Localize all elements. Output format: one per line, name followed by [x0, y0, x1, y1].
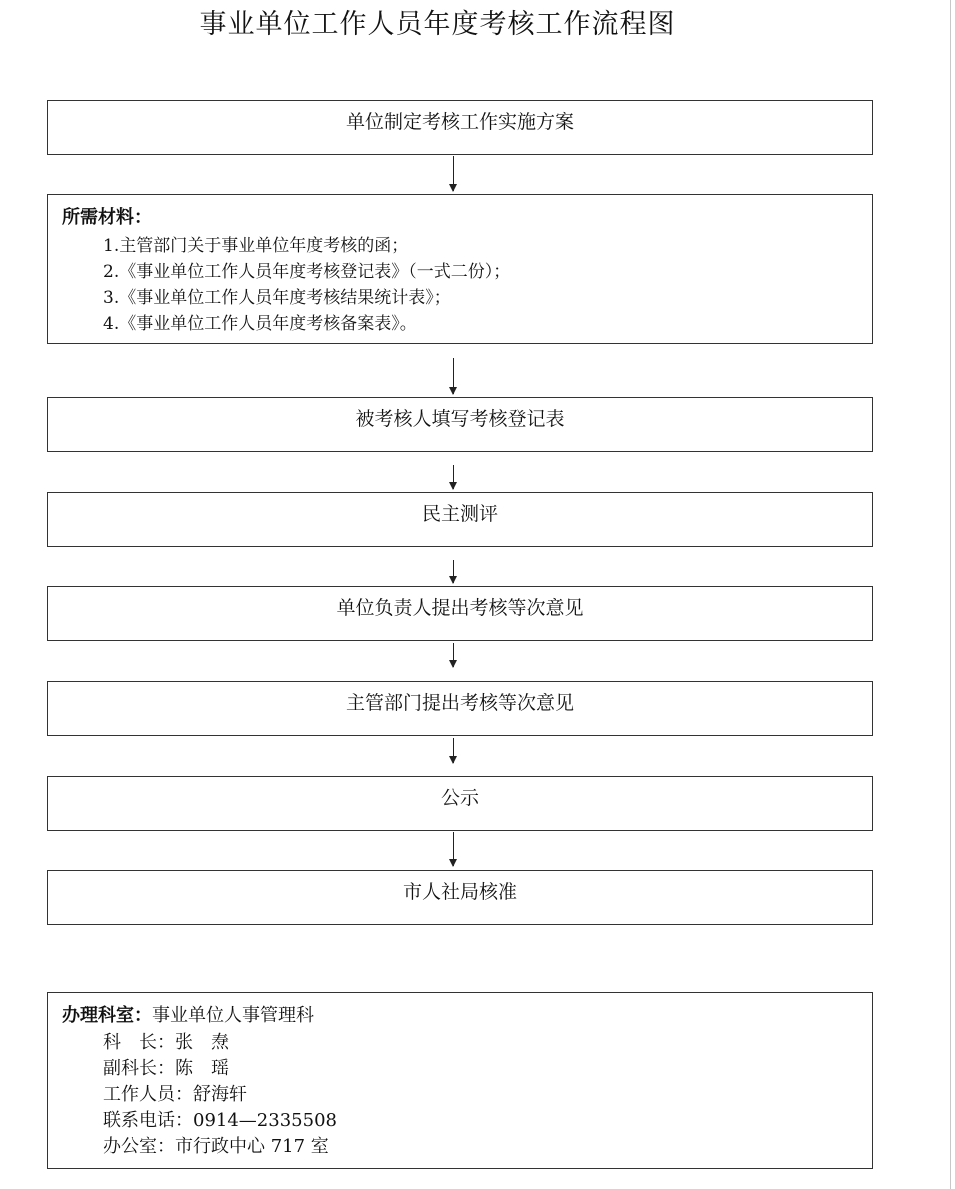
- flow-step-4: [47, 586, 873, 641]
- materials-item-3: 3.《事业单位工作人员年度考核结果统计表》；: [103, 288, 451, 308]
- flow-step-label: 公示: [440, 787, 479, 809]
- materials-box: [47, 194, 873, 344]
- office-label: 办理科室：: [62, 1005, 152, 1026]
- flow-step-6: [47, 776, 873, 831]
- flow-arrow: [453, 738, 454, 763]
- flow-arrow: [453, 156, 454, 191]
- flow-arrow: [453, 643, 454, 667]
- flow-step-1: [47, 100, 873, 155]
- flow-arrow: [453, 358, 454, 394]
- flow-arrow: [453, 832, 454, 866]
- flow-arrow: [453, 560, 454, 583]
- page-edge-line: [950, 0, 951, 1189]
- flow-step-label: 民主测评: [421, 503, 498, 525]
- flow-arrow: [453, 465, 454, 489]
- flow-step-3: [47, 492, 873, 547]
- contact-deputy-chief: 副科长：陈 瑶: [103, 1058, 229, 1079]
- flow-step-label: 被考核人填写考核登记表: [355, 408, 565, 430]
- materials-item-4: 4.《事业单位工作人员年度考核备案表》。: [103, 314, 417, 334]
- flow-step-label: 主管部门提出考核等次意见: [345, 692, 574, 714]
- flow-step-2: [47, 397, 873, 452]
- flow-step-label: 市人社局核准: [402, 881, 517, 903]
- office-line: [62, 1001, 314, 1027]
- contact-staff: 工作人员：舒海轩: [103, 1084, 247, 1105]
- contact-box: [47, 992, 873, 1169]
- materials-item-2: 2.《事业单位工作人员年度考核登记表》（一式二份）；: [103, 262, 511, 282]
- contact-office-room: 办公室：市行政中心 717 室: [103, 1136, 329, 1157]
- flow-step-label: 单位制定考核工作实施方案: [345, 111, 574, 133]
- flow-step-7: [47, 870, 873, 925]
- flow-step-label: 单位负责人提出考核等次意见: [336, 597, 584, 619]
- page-title: 事业单位工作人员年度考核工作流程图: [199, 9, 676, 40]
- contact-section-chief: 科 长：张 焘: [103, 1032, 229, 1053]
- flow-step-5: [47, 681, 873, 736]
- contact-phone: 联系电话：0914—2335508: [103, 1110, 337, 1131]
- materials-item-1: 1.主管部门关于事业单位年度考核的函；: [103, 236, 409, 256]
- office-value: 事业单位人事管理科: [152, 1005, 314, 1026]
- materials-heading: 所需材料：: [62, 207, 152, 228]
